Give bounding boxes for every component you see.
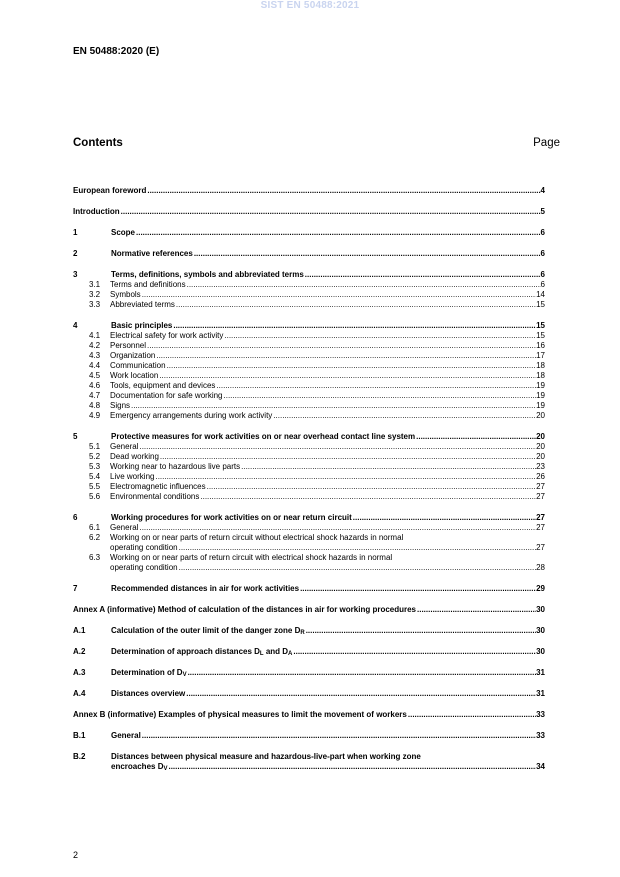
toc-entry-5-5[interactable]: [73, 482, 545, 492]
toc-page: 29: [536, 584, 545, 593]
toc-entry-4-6[interactable]: [73, 381, 545, 391]
toc-entry-a3[interactable]: [73, 668, 545, 678]
toc-page: 6: [540, 228, 545, 237]
toc-entry-6-1[interactable]: [73, 523, 545, 533]
toc-page: 28: [536, 563, 545, 572]
toc-number: A.4: [73, 689, 86, 698]
toc-title: Electrical safety for work activity: [110, 331, 224, 340]
toc-number: 4.1: [89, 331, 101, 340]
toc-number: 3.3: [89, 300, 101, 309]
toc-title: Protective measures for work activities on or near overhead contact line system: [111, 432, 416, 441]
toc-entry-3-3[interactable]: [73, 300, 545, 310]
subscript: R: [300, 630, 305, 636]
toc-title: Signs: [110, 401, 131, 410]
toc-page: 30: [536, 647, 545, 656]
toc-entry-a1[interactable]: [73, 626, 545, 636]
toc-number: 3.1: [89, 280, 101, 289]
toc-title: Dead working: [110, 452, 159, 461]
toc-title: General: [111, 731, 141, 740]
toc-number: 4.3: [89, 351, 101, 360]
subscript: V: [182, 672, 187, 678]
toc-title-continued: operating condition: [110, 543, 178, 552]
toc-page: 14: [536, 290, 545, 299]
toc-number: 6.2: [89, 533, 101, 542]
toc-entry-5-6[interactable]: [73, 492, 545, 502]
toc-entry-4-7[interactable]: [73, 391, 545, 401]
toc-title: Electromagnetic influences: [110, 482, 206, 491]
toc-title: Working on or near parts of return circuit with electrical shock hazards in normal: [110, 553, 393, 562]
toc-page: 27: [536, 513, 545, 522]
toc-number: 5.4: [89, 472, 101, 481]
toc-entry-b2[interactable]: [73, 752, 545, 772]
toc-page: 19: [536, 381, 545, 390]
toc-title: Working near to hazardous live parts: [110, 462, 241, 471]
toc-entry-6-2[interactable]: [73, 533, 545, 553]
toc-title: Work location: [110, 371, 159, 380]
toc-page: 31: [536, 668, 545, 677]
toc-page: 20: [536, 452, 545, 461]
toc-title: Recommended distances in air for work activities: [111, 584, 300, 593]
toc-number: A.2: [73, 647, 86, 656]
toc-page: 6: [540, 280, 545, 289]
toc-entry-5-2[interactable]: [73, 452, 545, 462]
toc-title: Distances overview: [111, 689, 186, 698]
toc-number: 5.6: [89, 492, 101, 501]
toc-entry-a2[interactable]: [73, 647, 545, 657]
toc-entry-6[interactable]: [73, 513, 545, 523]
toc-entry-introduction[interactable]: [73, 207, 545, 217]
page-column-label: Page: [533, 137, 560, 149]
toc-page: 33: [536, 710, 545, 719]
toc-page: 15: [536, 321, 545, 330]
toc-title: Determination of $D_V$: [111, 668, 187, 678]
toc-entry-4-2[interactable]: [73, 341, 545, 351]
toc-page: 30: [536, 626, 545, 635]
toc-title: General: [110, 523, 139, 532]
toc-title: Documentation for safe working: [110, 391, 223, 400]
toc-number: 4.2: [89, 341, 101, 350]
toc-number: 5: [73, 432, 78, 441]
toc-number: 3: [73, 270, 78, 279]
toc-title: Working on or near parts of return circuit without electrical shock hazards in normal: [110, 533, 404, 542]
toc-page: 16: [536, 341, 545, 350]
toc-number: 5.1: [89, 442, 101, 451]
toc-title: Live working: [110, 472, 155, 481]
toc-page: 27: [536, 492, 545, 501]
contents-heading: Contents: [73, 137, 123, 149]
toc-page: 5: [540, 207, 545, 216]
toc-entry-4-9[interactable]: [73, 411, 545, 421]
toc-page: 26: [536, 472, 545, 481]
toc-page: 27: [536, 543, 545, 552]
toc-title: Personnel: [110, 341, 147, 350]
toc-entry-5-1[interactable]: [73, 442, 545, 452]
document-id: EN 50488:2020 (E): [73, 46, 160, 57]
toc-number: 4.4: [89, 361, 101, 370]
toc-page: 27: [536, 523, 545, 532]
toc-page: 20: [536, 411, 545, 420]
toc-number: 4.5: [89, 371, 101, 380]
toc-number: B.1: [73, 731, 86, 740]
table-of-contents: [73, 186, 545, 772]
toc-page: 15: [536, 331, 545, 340]
subscript: L: [259, 651, 264, 657]
toc-page: 17: [536, 351, 545, 360]
toc-page: 18: [536, 371, 545, 380]
toc-entry-4-1[interactable]: [73, 331, 545, 341]
toc-title-continued: encroaches $D_V$: [111, 762, 168, 772]
toc-title: Abbreviated terms: [110, 300, 175, 309]
toc-entry-5-3[interactable]: [73, 462, 545, 472]
toc-title: Tools, equipment and devices: [110, 381, 216, 390]
toc-page: 6: [540, 249, 545, 258]
toc-title: Terms, definitions, symbols and abbreviated terms: [111, 270, 304, 279]
toc-number: 3.2: [89, 290, 101, 299]
toc-page: 30: [536, 605, 545, 614]
toc-number: 5.2: [89, 452, 101, 461]
toc-title: Introduction: [73, 207, 120, 216]
toc-entry-annex-a[interactable]: [73, 605, 545, 615]
toc-entry-3[interactable]: [73, 270, 545, 280]
toc-title: Basic principles: [111, 321, 173, 330]
toc-page: 6: [540, 270, 545, 279]
toc-page: 33: [536, 731, 545, 740]
toc-title: General: [110, 442, 139, 451]
toc-entry-4-5[interactable]: [73, 371, 545, 381]
toc-title: Scope: [111, 228, 136, 237]
toc-number: 7: [73, 584, 78, 593]
toc-page: 20: [536, 442, 545, 451]
toc-title: Communication: [110, 361, 166, 370]
toc-number: B.2: [73, 752, 86, 761]
toc-page: 4: [540, 186, 545, 195]
toc-entry-4[interactable]: [73, 321, 545, 331]
toc-number: 5.3: [89, 462, 101, 471]
toc-entry-foreword[interactable]: [73, 186, 545, 196]
toc-title: Distances between physical measure and hazardous-live-part when working zone: [111, 752, 421, 761]
toc-page: 31: [536, 689, 545, 698]
toc-number: 1: [73, 228, 78, 237]
toc-number: 4: [73, 321, 78, 330]
toc-page: 34: [536, 762, 545, 771]
toc-entry-5-4[interactable]: [73, 472, 545, 482]
toc-title: Emergency arrangements during work activity: [110, 411, 273, 420]
toc-number: 4.6: [89, 381, 101, 390]
toc-number: 2: [73, 249, 78, 258]
toc-page: 20: [536, 432, 545, 441]
toc-title: Symbols: [110, 290, 141, 299]
toc-entry-2[interactable]: [73, 249, 545, 259]
page-number: 2: [73, 850, 79, 860]
toc-number: 4.9: [89, 411, 101, 420]
toc-page: 18: [536, 361, 545, 370]
toc-title: Calculation of the outer limit of the danger zone $D_R$: [111, 626, 305, 636]
toc-title: Organization: [110, 351, 156, 360]
toc-number: 4.8: [89, 401, 101, 410]
toc-number: A.1: [73, 626, 86, 635]
subscript: A: [288, 651, 293, 657]
toc-entry-7[interactable]: [73, 584, 545, 594]
toc-entry-4-8[interactable]: [73, 401, 545, 411]
toc-entry-4-4[interactable]: [73, 361, 545, 371]
toc-page: 23: [536, 462, 545, 471]
toc-number: A.3: [73, 668, 86, 677]
toc-number: 5.5: [89, 482, 101, 491]
toc-title: Annex A (informative) Method of calculation of the distances in air for working procedures: [73, 605, 417, 614]
toc-title: Normative references: [111, 249, 193, 258]
toc-entry-1[interactable]: [73, 228, 545, 238]
toc-title: Working procedures for work activities on or near return circuit: [111, 513, 352, 522]
toc-number: 6: [73, 513, 78, 522]
toc-title: Determination of approach distances $D_L$ and $D_A$: [111, 647, 293, 657]
toc-entry-6-3[interactable]: [73, 553, 545, 573]
toc-entry-3-1[interactable]: [73, 280, 545, 290]
toc-entry-3-2[interactable]: [73, 290, 545, 300]
toc-number: 6.3: [89, 553, 101, 562]
toc-page: 15: [536, 300, 545, 309]
toc-title: Terms and definitions: [110, 280, 186, 289]
toc-number: 4.7: [89, 391, 101, 400]
toc-title: Environmental conditions: [110, 492, 200, 501]
toc-entry-a4[interactable]: [73, 689, 545, 699]
toc-title-continued: operating condition: [110, 563, 178, 572]
toc-page: 19: [536, 401, 545, 410]
toc-entry-4-3[interactable]: [73, 351, 545, 361]
toc-entry-b1[interactable]: [73, 731, 545, 741]
toc-number: 6.1: [89, 523, 101, 532]
watermark: SIST EN 50488:2021: [260, 0, 360, 11]
toc-entry-5[interactable]: [73, 432, 545, 442]
toc-title: European foreword: [73, 186, 147, 195]
subscript: V: [163, 766, 168, 772]
toc-entry-annex-b[interactable]: [73, 710, 545, 720]
toc-page: 27: [536, 482, 545, 491]
toc-page: 19: [536, 391, 545, 400]
toc-title: Annex B (informative) Examples of physical measures to limit the movement of workers: [73, 710, 407, 719]
